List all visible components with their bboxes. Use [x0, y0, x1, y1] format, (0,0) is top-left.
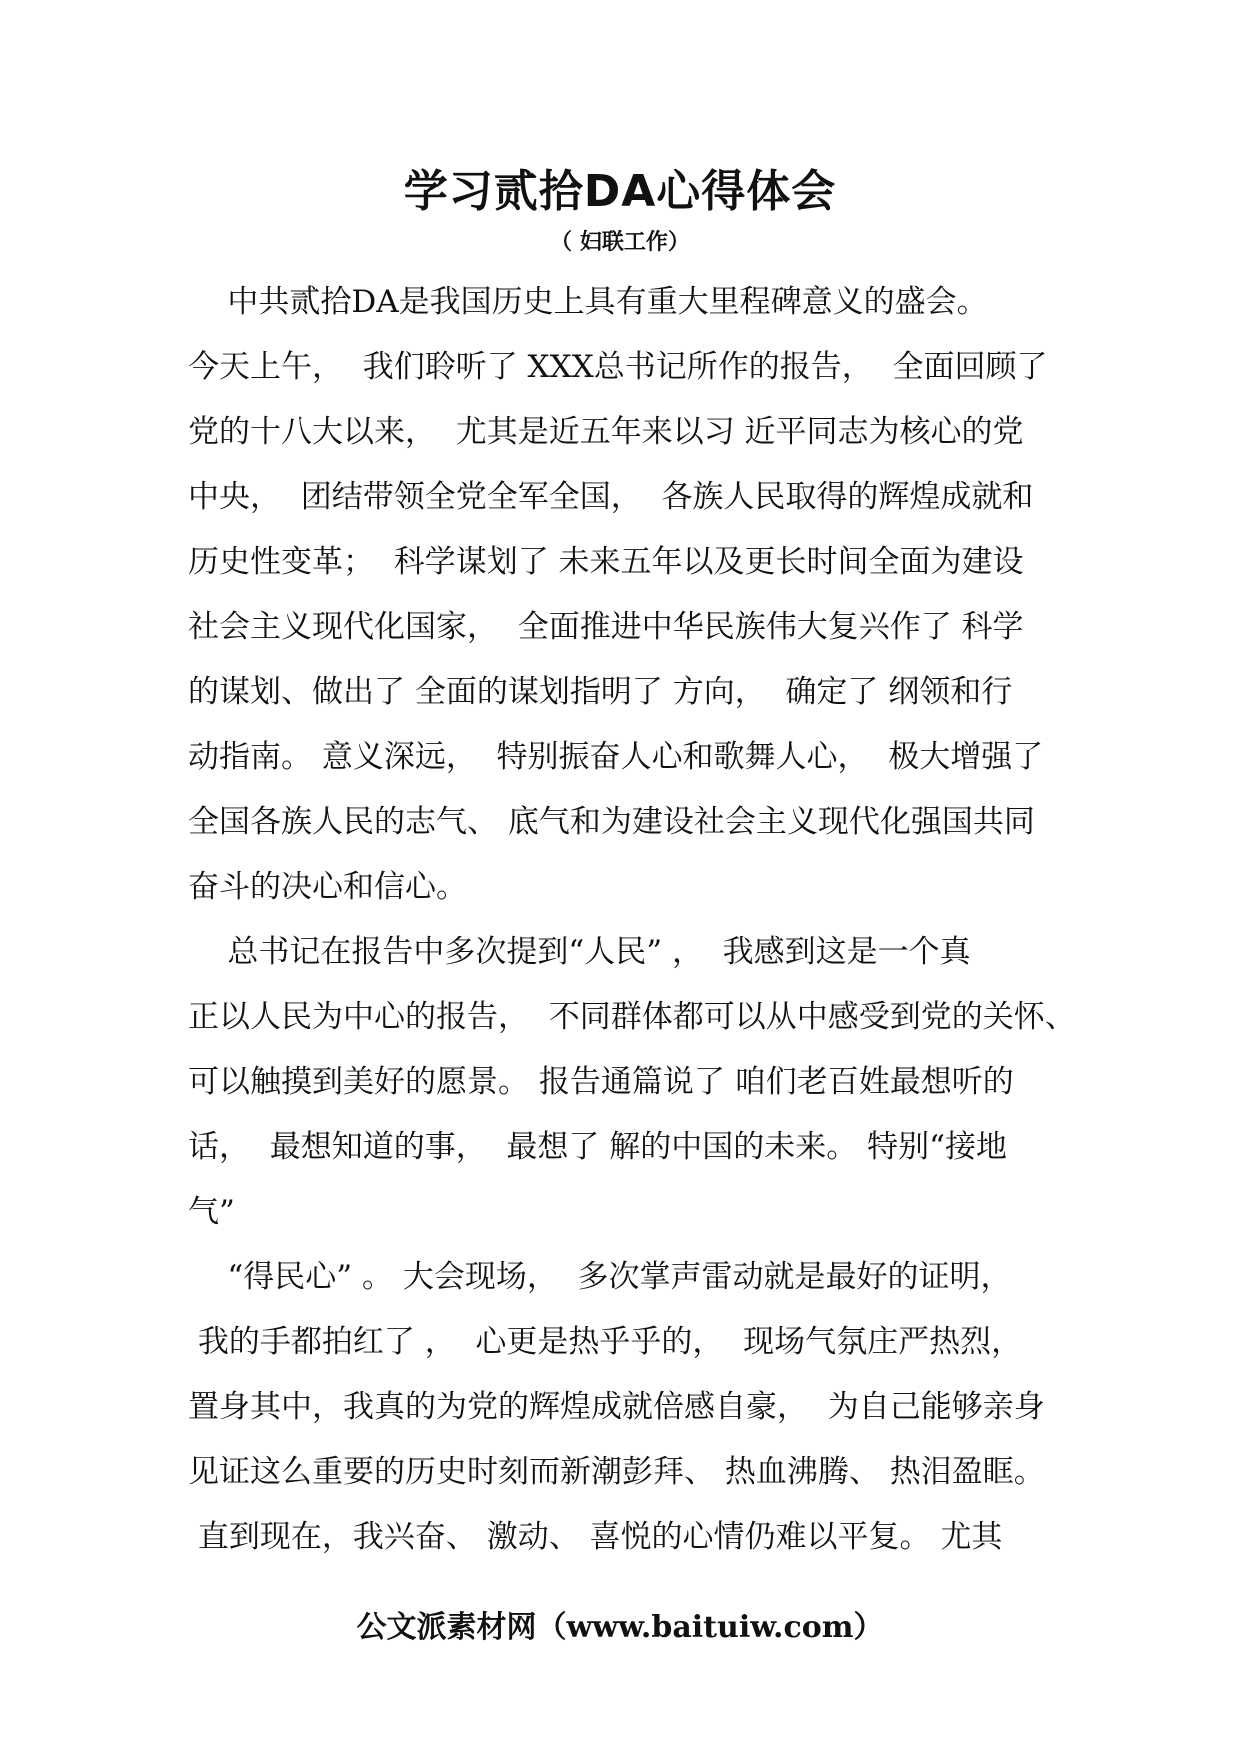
body-line: 可以触摸到美好的愿景。 报告通篇说了 咱们老百姓最想听的	[188, 1064, 1014, 1100]
body-line: 中共贰拾DA是我国历史上具有重大里程碑意义的盛会。	[188, 284, 988, 320]
document-body	[188, 270, 1076, 1570]
body-line: 社会主义现代化国家， 全面推进中华民族伟大复兴作了 科学	[188, 609, 1024, 645]
body-line: 见证这么重要的历史时刻而新潮彭拜、 热血沸腾、 热泪盈眶。	[188, 1454, 1045, 1490]
body-line: 奋斗的决心和信心。	[188, 869, 467, 905]
document-subtitle: （ 妇联工作）	[550, 230, 690, 255]
body-line: 置身其中，我真的为党的辉煌成就倍感自豪， 为自己能够亲身	[188, 1389, 1045, 1425]
body-line: 历史性变革； 科学谋划了 未来五年以及更长时间全面为建设	[188, 544, 1024, 580]
body-line: 正以人民为中心的报告， 不同群体都可以从中感受到党的关怀、	[188, 999, 1076, 1035]
body-line: 全国各族人民的志气、 底气和为建设社会主义现代化强国共同	[188, 804, 1035, 840]
body-line: 中央， 团结带领全党全军全国， 各族人民取得的辉煌成就和	[188, 479, 1034, 515]
footer-source: 公文派素材网（www.baituiw.com）	[356, 1610, 884, 1645]
body-line: 今天上午， 我们聆听了 XXX总书记所作的报告， 全面回顾了	[188, 349, 1048, 385]
body-line: 直到现在，我兴奋、 激动、 喜悦的心情仍难以平复。 尤其	[188, 1519, 1003, 1555]
body-line: “得民心” 。 大会现场， 多次掌声雷动就是最好的证明，	[188, 1259, 1012, 1295]
document-title: 学习贰拾DA心得体会	[403, 166, 837, 217]
body-line: 党的十八大以来， 尤其是近五年来以习 近平同志为核心的党	[188, 414, 1024, 450]
body-line: 总书记在报告中多次提到“人民” ， 我感到这是一个真	[188, 934, 971, 970]
body-line: 动指南。 意义深远， 特别振奋人心和歌舞人心， 极大增强了	[188, 739, 1044, 775]
body-line: 气”	[188, 1194, 235, 1230]
body-line: 的谋划、做出了 全面的谋划指明了 方向， 确定了 纲领和行	[188, 674, 1013, 710]
body-line: 话， 最想知道的事， 最想了 解的中国的未来。 特别“接地	[188, 1129, 1007, 1165]
body-line: 我的手都拍红了 ， 心更是热乎乎的， 现场气氛庄严热烈，	[188, 1324, 1023, 1360]
